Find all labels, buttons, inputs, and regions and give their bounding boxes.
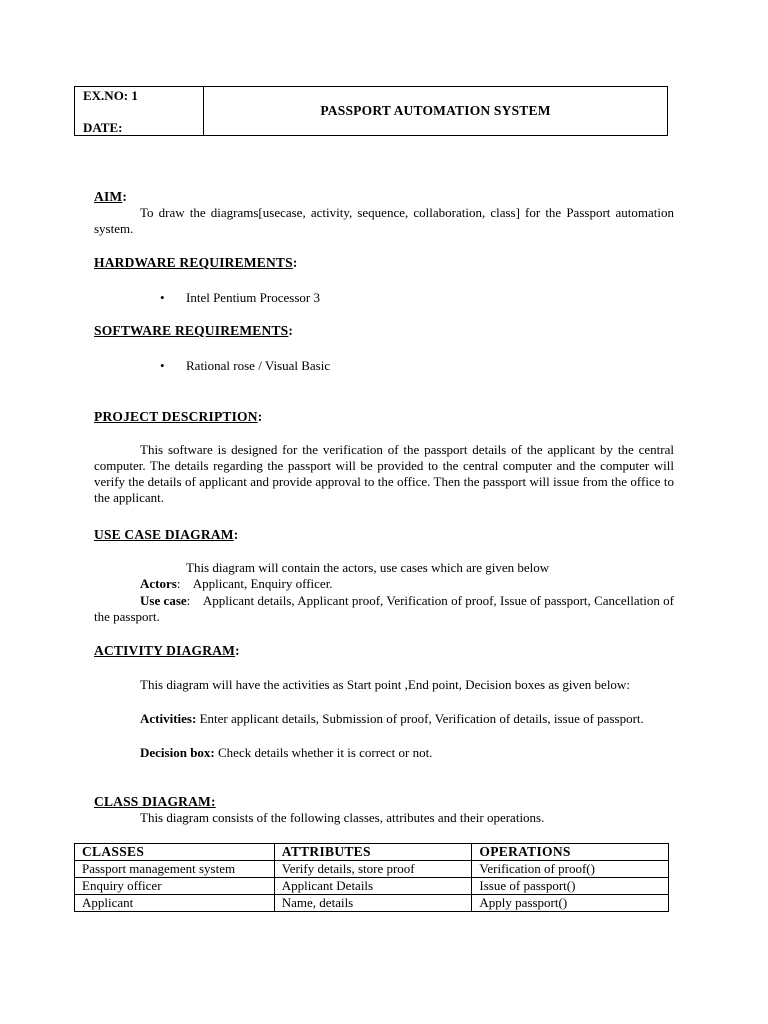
column-header-operations: OPERATIONS — [472, 844, 669, 861]
usecase-heading-text: USE CASE DIAGRAM — [94, 527, 234, 542]
hardware-bullet-item — [160, 290, 320, 306]
class-heading-text: CLASS DIAGRAM: — [94, 794, 216, 809]
date-label: DATE: — [83, 120, 123, 135]
column-header-attributes: ATTRIBUTES — [274, 844, 472, 861]
software-heading — [94, 323, 293, 339]
project-heading — [94, 409, 262, 425]
table-cell: Passport management system — [75, 861, 275, 878]
usecase-intro: This diagram will contain the actors, use cases which are given below — [186, 560, 550, 575]
table-cell: Issue of passport() — [472, 878, 669, 895]
activities-label: Activities: — [140, 711, 197, 726]
activities-text: Enter applicant details, Submission of proof, Verification of details, issue of passport. — [196, 711, 644, 726]
header-box — [74, 86, 668, 136]
aim-heading — [94, 189, 127, 205]
table-cell: Apply passport() — [472, 895, 669, 912]
hardware-item-text: Intel Pentium Processor 3 — [186, 290, 320, 305]
hardware-heading-text: HARDWARE REQUIREMENTS — [94, 255, 293, 270]
table-cell: Enquiry officer — [75, 878, 275, 895]
column-header-classes: CLASSES — [75, 844, 275, 861]
usecase-label: Use case — [140, 593, 187, 608]
usecase-heading-colon: : — [233, 527, 239, 542]
table-cell: Name, details — [274, 895, 472, 912]
document-title: PASSPORT AUTOMATION SYSTEM — [320, 103, 551, 118]
aim-text: To draw the diagrams[usecase, activity, sequence, collaboration, class] for the Passport automation system. — [94, 205, 674, 236]
bullet-icon: • — [160, 358, 165, 373]
software-heading-colon: : — [288, 323, 294, 338]
aim-heading-text: AIM — [94, 189, 123, 204]
software-item-text: Rational rose / Visual Basic — [186, 358, 331, 373]
software-bullet-item — [160, 358, 330, 374]
project-heading-colon: : — [257, 409, 263, 424]
table-row — [75, 878, 669, 895]
header-left-cell — [75, 87, 204, 135]
usecase-usecase-line — [94, 593, 678, 625]
activity-heading — [94, 643, 240, 659]
class-intro: This diagram consists of the following classes, attributes and their operations. — [140, 810, 545, 825]
usecase-text: : Applicant details, Applicant proof, Verification of proof, Issue of passport, Cancellation of the passport. — [94, 593, 678, 624]
project-heading-text: PROJECT DESCRIPTION — [94, 409, 258, 424]
exercise-number: EX.NO: 1 — [83, 88, 138, 103]
table-cell: Verification of proof() — [472, 861, 669, 878]
table-cell: Verify details, store proof — [274, 861, 472, 878]
activity-heading-text: ACTIVITY DIAGRAM — [94, 643, 236, 658]
table-row — [75, 861, 669, 878]
activity-activities-line — [94, 711, 674, 727]
actors-label: Actors — [140, 576, 177, 591]
usecase-heading — [94, 527, 238, 543]
hardware-heading-colon: : — [292, 255, 298, 270]
activity-intro: This diagram will have the activities as Start point ,End point, Decision boxes as given below: — [140, 677, 630, 692]
decision-text: Check details whether it is correct or not. — [214, 745, 433, 760]
aim-heading-colon: : — [122, 189, 128, 204]
table-cell: Applicant Details — [274, 878, 472, 895]
decision-label: Decision box: — [140, 745, 215, 760]
table-row — [75, 895, 669, 912]
hardware-heading — [94, 255, 298, 271]
software-heading-text: SOFTWARE REQUIREMENTS — [94, 323, 289, 338]
actors-text: : Applicant, Enquiry officer. — [176, 576, 333, 591]
project-text: This software is designed for the verification of the passport details of the applicant by the central computer. The details regarding the passport will be provided to the central computer and the computer will verify the details of applicant and provide approval to the office. Then the passport will issue from the office to the applicant. — [94, 442, 674, 505]
table-cell: Applicant — [75, 895, 275, 912]
activity-heading-colon: : — [235, 643, 240, 658]
bullet-icon: • — [160, 290, 165, 305]
table-header-row — [75, 844, 669, 861]
activity-decision-line — [94, 745, 674, 761]
usecase-actors-line — [140, 576, 333, 592]
class-table — [74, 843, 669, 912]
class-heading — [94, 794, 216, 810]
